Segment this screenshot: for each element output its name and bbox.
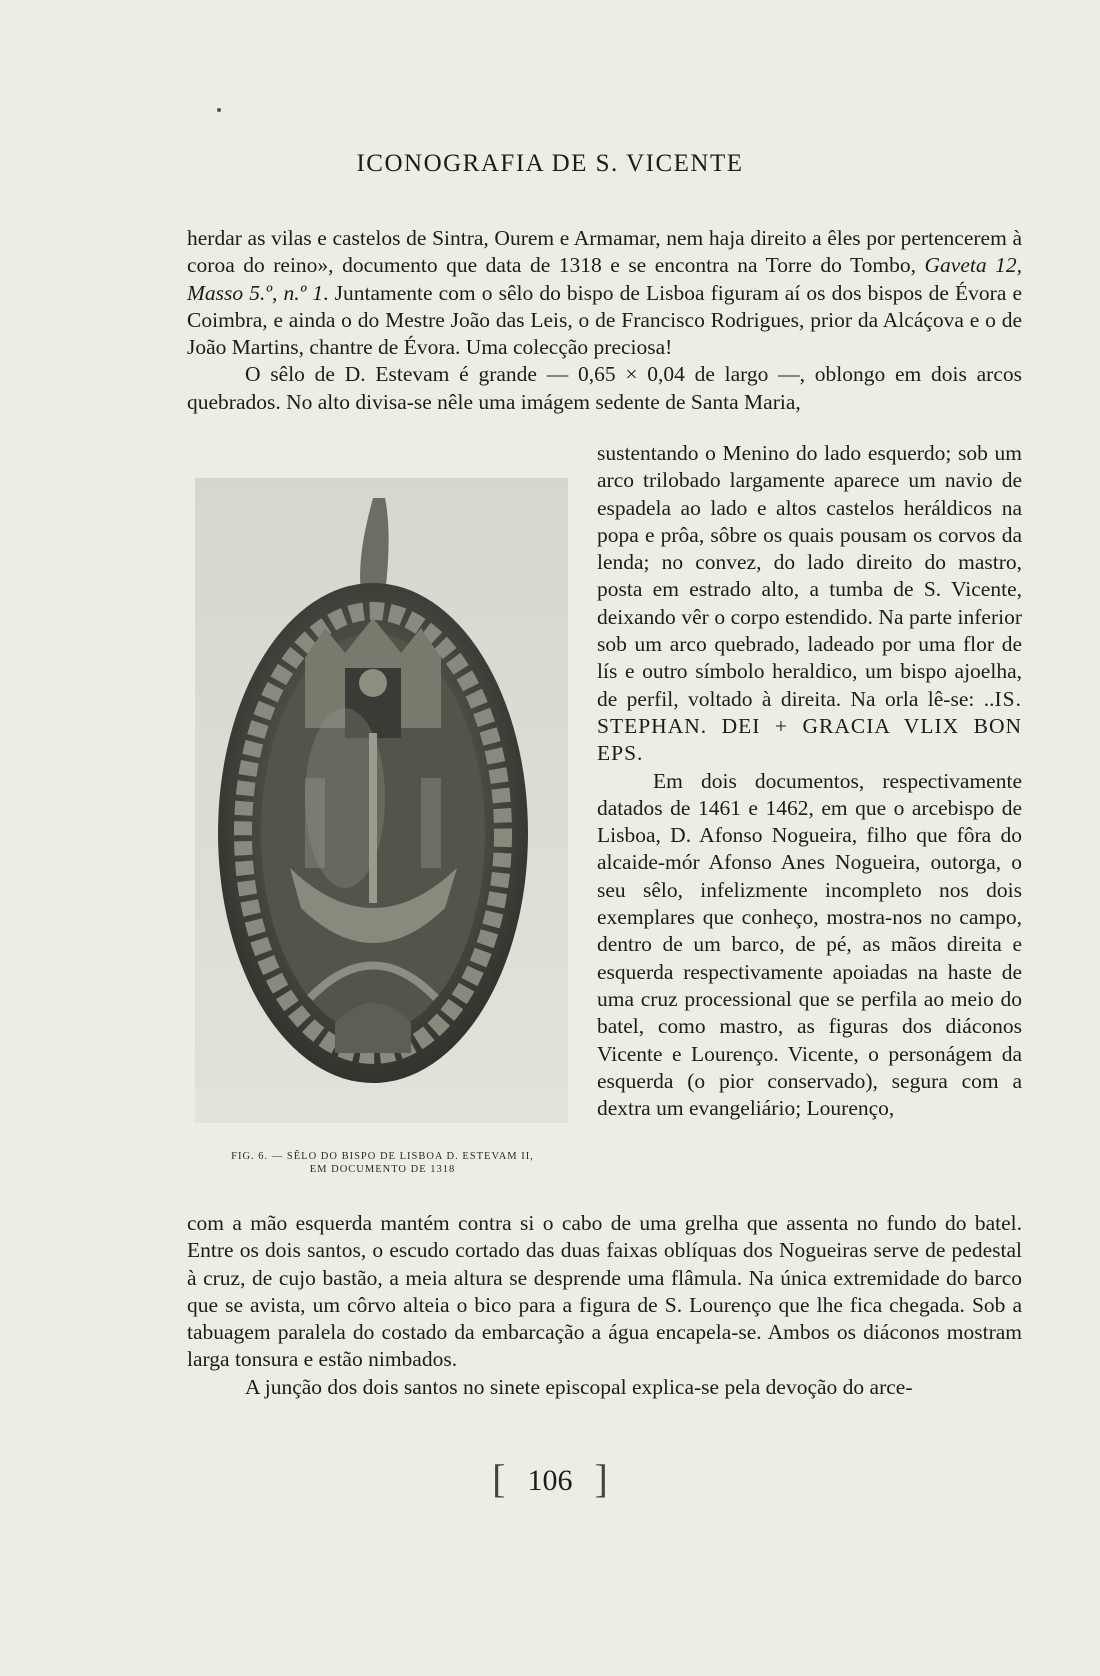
seal-description-text: sustentando o Menino do lado esquerdo; sob um arco trilobado largamente aparece um navio de espadela ao lado e altos castelos heráldicos na popa e prôa, sôbre os quais pousam os corvos da lenda; no convez, do lado direito do mastro, posta em estrado alto, a tumba de S. Vicente, deixando vêr o corpo estendido. Na parte inferior sob um arco quebrado, ladeado por uma flor de lís e outro símbolo heraldico, um bispo ajoelha, de perfil, voltado à direita. Na orla lê-se: ..	[597, 441, 1022, 711]
page-number	[0, 1455, 1100, 1502]
page-number-value: 106	[527, 1464, 573, 1497]
bottom-paragraph-2: A junção dos dois santos no sinete episcopal explica-se pela devoção do arce-	[245, 1374, 913, 1399]
caption-line-2: EM DOCUMENTO DE 1318	[309, 1164, 456, 1175]
wrapped-text-block	[597, 440, 1022, 1122]
speck-mark	[217, 108, 221, 112]
seal-image	[195, 478, 568, 1123]
bottom-text-block	[187, 1210, 1022, 1401]
top-paragraph-part1: herdar as vilas e castelos de Sintra, Ourem e Armamar, nem haja direito a êles por pertencerem à coroa do reino», documento que data de 1318 e se encontra na Torre do Tombo,	[187, 226, 1022, 278]
nogueira-seal-paragraph: Em dois documentos, respectivamente datados de 1461 e 1462, em que o arcebispo de Lisboa, D. Afonso Nogueira, filho que fôra do alcaide-mór Afonso Anes Nogueira, outorga, o seu sêlo, infelizmente incompleto nos dois exemplares que conheço, mostra-nos no campo, dentro de um barco, de pé, as mãos direita e esquerda respectivamente apoiadas na haste de uma cruz processional que se perfila ao meio do batel, como mastro, as figuras dos diáconos Vicente e Lourenço. Vicente, o personágem da esquerda (o pior conservado), segura com a dextra um evangeliário; Lourenço,	[597, 768, 1022, 1121]
right-bracket-icon: ]	[594, 1456, 608, 1501]
bottom-paragraph-1: com a mão esquerda mantém contra si o cabo de uma grelha que assenta no fundo do batel. Entre os dois santos, o escudo cortado das duas faixas oblíquas dos Nogueiras serve de pedestal à cruz, de cujo bastão, a meia altura se desprende uma flâmula. Na única extremidade do barco que se avista, um côrvo alteia o bico para a figura de S. Lourenço que lhe fica chegada. Sob a tabuagem paralela do costado da embarcação a água encapela-se. Ambos os diáconos mostram larga tonsura e estão nimbados.	[187, 1211, 1022, 1372]
seal-description-paragraph	[597, 440, 1022, 768]
seal-legend: IS. STEPHAN. DEI + GRACIA VLIX BON EPS.	[597, 686, 1022, 766]
top-paragraph	[187, 225, 1022, 361]
caption-line-1: FIG. 6. — SÊLO DO BISPO DE LISBOA D. ESTEVAM II,	[231, 1151, 534, 1162]
archive-reference: Gaveta 12, Masso 5.º, n.º 1	[187, 253, 1022, 305]
running-head: ICONOGRAFIA DE S. VICENTE	[356, 150, 744, 177]
seal-photograph	[195, 478, 568, 1123]
second-paragraph: O sêlo de D. Estevam é grande — 0,65 × 0,04 de largo —, oblongo em dois arcos quebrados. No alto divisa-se nêle uma imágem sedente de Santa Maria,	[187, 362, 1022, 414]
left-bracket-icon: [	[492, 1456, 506, 1501]
top-text-block	[187, 225, 1022, 416]
top-paragraph-part2: . Juntamente com o sêlo do bispo de Lisboa figuram aí os dos bispos de Évora e Coimbra, e ainda o do Mestre João das Leis, o de Francisco Rodrigues, prior da Alcáçova e o de João Martins, chantre de Évora. Uma colecção preciosa!	[187, 280, 1022, 360]
figure-caption	[200, 1150, 565, 1176]
